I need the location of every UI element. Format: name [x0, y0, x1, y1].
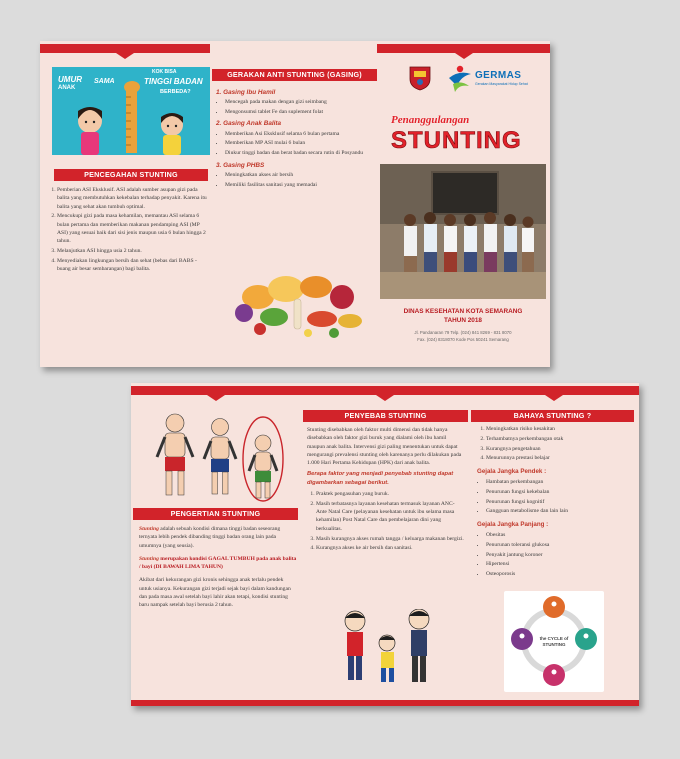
danger-item: 4. Menurunnya prestasi belajar — [486, 454, 633, 462]
footer-bar — [131, 700, 639, 706]
heading-gasing: GERAKAN ANTI STUNTING (GASING) — [212, 69, 377, 81]
agency-year: TAHUN 2018 — [444, 317, 482, 324]
cover-title-small: Penanggulangan — [391, 114, 470, 126]
heading-penyebab: PENYEBAB STUNTING — [303, 410, 468, 422]
short-term-title: Gejala Jangka Pendek : — [477, 467, 547, 475]
germas-logo — [445, 64, 535, 94]
long-term-item: • Hipertensi — [486, 560, 633, 568]
danger-text — [477, 425, 633, 580]
prevention-item: 2. Mencukupi gizi pada masa kehamilan, memantau ASI selama 6 bulan pertama dan memberikan makanan pendamping ASI (MP ASI) yang sesuai baik dari sisi jenis maupun usia 6 bulan hingga 2 tahun. — [57, 212, 208, 245]
gasing-item: • Diukur tinggi badan dan berat badan secara rutin di Posyandu — [225, 149, 374, 157]
causes-text — [307, 426, 465, 554]
gasing-item: • Mengonsumsi tablet Fe dan suplement folat — [225, 108, 374, 116]
children-photo — [380, 164, 546, 299]
long-term-item: • Osteoporosis — [486, 570, 633, 578]
gasing-item: • Memberikan MP ASI mulai 6 bulan — [225, 139, 374, 147]
gasing-group-title: 1. Gasing Ibu Hamil — [216, 89, 276, 96]
short-term-item: • Penurunan fungsi kognitif — [486, 498, 633, 506]
banner-kok-bisa: KOK BISA — [152, 69, 177, 75]
cause-item: 1. Praktek pengasuhan yang buruk. — [316, 490, 465, 498]
germas-figure-icon — [445, 64, 473, 94]
long-term-title: Gejala Jangka Panjang : — [477, 520, 549, 528]
gasing-item: • Meningkatkan akses air bersih — [225, 171, 374, 179]
causes-intro: Stunting disebabkan oleh faktor multi dimensi dan tidak hanya disebabkan oleh faktor gizi buruk yang dialami oleh ibu hamil maupun anak balita. Intervensi gizi paling menentukan untuk dapat mengurangi prevalensi stunting oleh karenanya perlu dilakukan pada 1.000 Hari Pertama Kehidupan (HPK) dari anak balita. — [307, 427, 462, 467]
brochure-outer-side — [40, 41, 550, 367]
gasing-group-title: 2. Gasing Anak Balita — [216, 120, 282, 128]
short-term-item: • Hambatan perkembangan — [486, 478, 633, 486]
cause-item: 4. Kurangnya akses ke air bersih dan sanitasi. — [316, 544, 465, 552]
healthy-food-illustration — [230, 263, 370, 343]
term-stunting: Stunting — [139, 555, 159, 562]
banner-anak: ANAK — [58, 85, 76, 91]
gasing-list — [216, 85, 374, 190]
gasing-item: • Memiliki fasilitas sanitasi yang memadai — [225, 181, 374, 189]
prevention-item: 4. Menyediakan lingkungan bersih dan sehat (bebas dari BABS - buang air besar sembarangan) bagi balita. — [57, 257, 208, 274]
cause-item: 2. Masih terbatasnya layanan kesehatan termasuk layanan ANC-Ante Natal Care (pelayanan kesehatan untuk ibu selama masa kehamilan) Post Natal Care dan pembelajaran dini yang berkualitas. — [316, 500, 465, 533]
germas-tagline: Gerakan Masyarakat Hidup Sehat — [475, 82, 528, 86]
three-kids-cartoon — [335, 609, 445, 691]
address-line: Fax. (024) 8318070 Kode Pos 50241 Semarang — [417, 336, 509, 342]
cycle-of-stunting-diagram — [504, 591, 604, 692]
definition-text — [139, 525, 297, 610]
gasing-item: • Memberikan Asi Eksklusif selama 6 bulan pertama — [225, 130, 374, 138]
banner-umur: UMUR — [58, 75, 82, 84]
long-term-item: • Obesitas — [486, 531, 633, 539]
banner-sama: SAMA — [94, 78, 115, 85]
danger-item: 3. Kurangnya pengetahuan — [486, 445, 633, 453]
short-term-item: • Gangguan metabolisme dan lain lain — [486, 507, 633, 515]
long-term-item: • Penyakit jantung koroner — [486, 551, 633, 559]
address-line: Jl. Pandanaran 79 Telp. (024) 841 8269 - 831 8070 — [414, 330, 512, 335]
banner-tinggi-badan: TINGGI BADAN — [144, 77, 203, 86]
children-photo-illustration — [380, 164, 546, 299]
panel-prevention — [40, 41, 210, 367]
height-comparison-banner — [52, 67, 210, 155]
children-height-illustration — [52, 67, 210, 155]
gasing-item: • Mencegah pada makan dengan gizi seimbang — [225, 98, 374, 106]
panel-causes — [301, 383, 469, 706]
long-term-item: • Penurunan toleransi glukosa — [486, 541, 633, 549]
boys-height-illustration — [145, 409, 295, 504]
heading-pencegahan: PENCEGAHAN STUNTING — [54, 169, 208, 181]
prevention-item: 3. Melanjutkan ASI hingga usia 2 tahun. — [57, 247, 208, 255]
term-stunting: Stunting — [139, 526, 159, 532]
cycle-label: the CYCLE of STUNTING — [539, 636, 569, 647]
panel-gasing — [210, 41, 377, 367]
brochure-inner-side — [131, 383, 639, 706]
heading-pengertian: PENGERTIAN STUNTING — [133, 508, 298, 520]
definition-para: merupakan kondisi GAGAL TUMBUH pada anak balita / bayi (DI BAWAH LIMA TAHUN) — [139, 555, 297, 571]
definition-para: adalah sebuah kondisi dimana tinggi badan seseorang ternyata lebih pendek dibanding tinggi badan orang lain pada umumnya (yang seusia). — [139, 526, 281, 549]
germas-wordmark: GERMAS — [475, 70, 522, 81]
danger-item: 2. Terhambatnya perkembangan otak — [486, 435, 633, 443]
heading-bahaya: BAHAYA STUNTING ? — [471, 410, 634, 422]
cover-title: STUNTING — [391, 127, 522, 154]
danger-item: 1. Meningkatkan risiko kesakitan — [486, 425, 633, 433]
city-emblem-logo — [408, 65, 432, 91]
short-term-item: • Penurunan fungsi kekebalan — [486, 488, 633, 496]
banner-berbeda: BERBEDA? — [160, 89, 191, 95]
prevention-item: 1. Pemberian ASI Eksklusif. ASI adalah sumber asupan gizi pada balita yang membutuhkan kekebalan terhadap penyakit. Karena itu balita yang sehat akan tumbuh optimal. — [57, 186, 208, 211]
panel-definition — [131, 383, 301, 706]
causes-question: Berapa faktor yang menjadi penyebab stunting dapat digambarkan sebagai berikut. — [307, 471, 454, 486]
prevention-list — [48, 186, 208, 275]
cover-agency — [380, 307, 546, 325]
definition-para: Akibat dari kekurangan gizi kronis sehingga anak terlalu pendek untuk usianya. Kekurangan gizi terjadi sejak bayi dalam kandungan dan pada masa awal setelah bayi lahir akan tetapi, kondisi stunting baru nampak setelah bayi berusia 2 tahun. — [139, 577, 291, 609]
cause-item: 3. Masih kurangnya akses rumah tangga / keluarga makanan bergizi. — [316, 535, 465, 543]
gasing-group-title: 3. Gasing PHBS — [216, 161, 265, 169]
cover-address — [380, 330, 546, 343]
agency-name: DINAS KESEHATAN KOTA SEMARANG — [403, 308, 523, 315]
